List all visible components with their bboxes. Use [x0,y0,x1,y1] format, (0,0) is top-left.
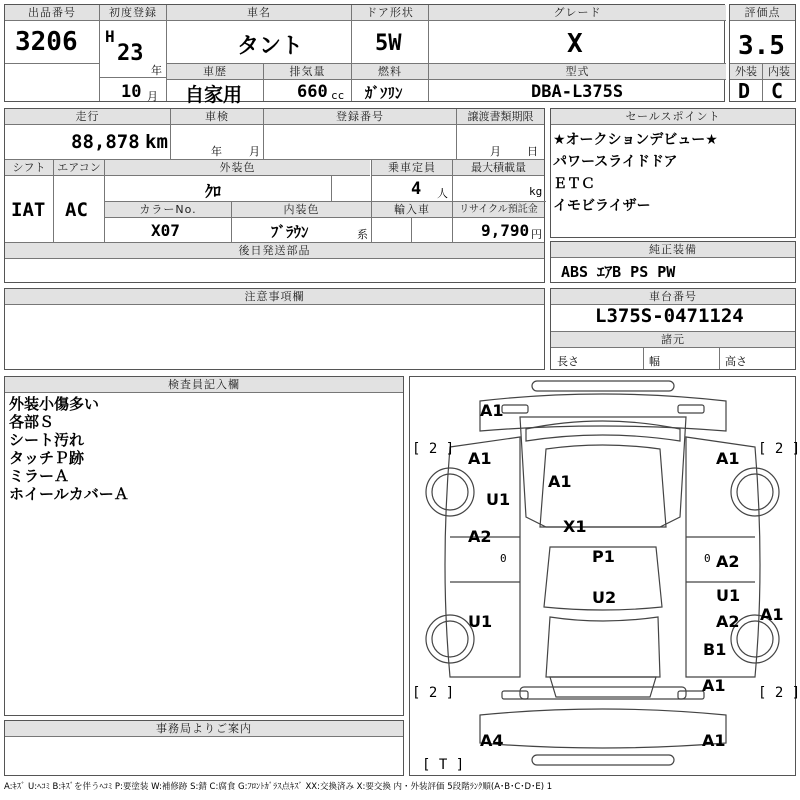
tire-depth-br: [ 2 ] [758,685,800,701]
fuel: ｶﾞｿﾘﾝ [365,84,403,102]
interior-label: 内装 [763,64,795,80]
damage-mark: B1 [703,640,727,659]
damage-mark: A1 [716,449,740,468]
inspector-line: 外装小傷多い [9,395,100,413]
sales-line: イモビライザー [553,198,651,214]
inspector-line: タッチＰ跡 [9,449,85,467]
damage-mark: U1 [468,612,493,631]
history: 自家用 [185,84,243,106]
damage-mark: U1 [716,586,741,605]
mileage-unit: km [145,131,168,153]
int-color-label: 内装色 [232,202,371,218]
zero-right: 0 [704,552,711,565]
damage-mark: U1 [486,490,511,509]
sales-line: ★オークションデビュー★ [553,132,718,148]
transfer-label: 譲渡書類期限 [457,109,544,125]
damage-mark: A1 [480,401,504,420]
inspection-label: 車検 [171,109,263,125]
tire-depth-tl: [ 2 ] [412,441,455,457]
recycle-fee: 9,790 [481,221,530,240]
lot-no: 3206 [15,27,78,57]
door-type: 5W [375,31,402,56]
chassis-number: L375S-0471124 [595,305,744,327]
later-parts-label: 後日発送部品 [5,243,544,259]
sales-lines [553,129,718,217]
equipment-label: 純正装備 [551,242,795,258]
height-label: 高さ [725,355,747,368]
damage-mark: A1 [760,605,784,624]
inspector-line: ホイールカバーＡ [9,485,129,503]
notes-label: 注意事項欄 [5,289,544,305]
details-panel [4,108,545,283]
score: 3.5 [738,31,785,61]
sales-panel [550,108,796,238]
tire-depth-bl: [ 2 ] [412,685,455,701]
damage-mark: X1 [563,517,587,536]
color-no: X07 [151,221,180,240]
office-label: 事務局よりご案内 [5,721,403,737]
inspector-line: シート汚れ [9,431,85,449]
damage-mark: A1 [468,449,492,468]
load-unit: kg [529,185,543,198]
damage-mark: A2 [716,612,740,631]
sales-label: セールスポイント [551,109,795,125]
displacement-label: 排気量 [264,64,351,80]
grade-label: グレード [429,5,726,21]
dims-label: 諸元 [551,331,795,348]
load-label: 最大積載量 [453,160,544,176]
office-panel [4,720,404,776]
shift: IAT [11,199,46,221]
equipment-value: ABS ｴｱB PS PW [561,263,676,281]
exterior-score: D [738,79,751,103]
aircon-label: エアコン [54,160,104,176]
year-unit: 年 [151,64,162,77]
equipment-panel [550,241,796,283]
damage-mark: A1 [702,731,726,750]
damage-mark: A4 [480,731,504,750]
displacement: 660 [297,82,328,102]
capacity-label: 乗車定員 [372,160,452,176]
notes-panel [4,288,545,370]
capacity: 4 [411,179,422,199]
lot-no-label: 出品番号 [5,5,99,21]
aircon: AC [65,199,88,221]
car-name: タント [237,34,304,59]
import-label: 輸入車 [372,202,452,218]
zero-left: 0 [500,552,507,565]
header-panel [4,4,725,106]
color-label: 外装色 [105,160,370,176]
displacement-unit: cc [331,89,345,102]
int-color-suffix: 系 [357,228,368,241]
inspector-line: 各部Ｓ [9,413,55,431]
month-unit: 月 [147,90,158,103]
length-label: 長さ [557,355,579,368]
capacity-unit: 人 [437,187,448,200]
insp-year-unit: 年 [211,145,222,158]
tire-depth-tr: [ 2 ] [758,441,800,457]
exterior-color: ｸﾛ [205,182,222,201]
damage-mark: P1 [592,547,615,566]
color-no-label: カラーNo. [105,202,231,218]
fuel-label: 燃料 [352,64,428,80]
mileage: 88,878 [71,131,140,153]
history-label: 車歴 [167,64,263,80]
damage-mark: A1 [548,472,572,491]
sales-line: ＥＴＣ [553,176,595,192]
era: H [105,27,115,46]
spare-tire: [ T ] [422,757,465,773]
interior-score: C [771,79,784,103]
width-label: 幅 [649,355,660,368]
transfer-day-unit: 日 [527,145,538,158]
grade: X [567,29,583,59]
inspector-panel [4,376,404,716]
sales-line: パワースライドドア [553,154,678,170]
door-label: ドア形状 [352,5,428,21]
shift-label: シフト [5,160,53,176]
model-label: 型式 [429,64,726,80]
inspector-line: ミラーＡ [9,467,70,485]
first-reg-month: 10 [121,82,142,102]
exterior-label: 外装 [730,64,762,80]
interior-color: ﾌﾞﾗｳﾝ [271,223,309,241]
insp-month-unit: 月 [249,145,260,158]
recycle-unit: 円 [531,228,542,241]
chassis-panel [550,288,796,370]
model-code: DBA-L375S [531,82,624,102]
mileage-label: 走行 [5,109,170,125]
chassis-label: 車台番号 [551,289,795,305]
damage-mark: U2 [592,588,617,607]
damage-diagram [409,376,800,776]
damage-mark: A2 [716,552,740,571]
damage-mark: A2 [468,527,492,546]
legend: A:ｷｽﾞ U:ﾍｺﾐ B:ｷｽﾞを伴うﾍｺﾐ P:要塗装 W:補修跡 S:錆 C:腐食 G:ﾌﾛﾝﾄｶﾞﾗｽ点ｷｽﾞ XX:交換済み X:要交換 内・外装評価 5段階ﾗﾝｸ順(A･B･C･D･E) 1 [4,782,553,792]
recycle-label: リサイクル預託金 [453,202,544,218]
first-reg-label: 初度登録 [100,5,166,21]
car-name-label: 車名 [167,5,351,21]
score-label: 評価点 [730,5,795,21]
damage-mark: A1 [702,676,726,695]
score-panel [729,4,796,102]
car-outline [410,377,795,775]
inspector-label: 検査員記入欄 [5,377,403,393]
first-reg-year: 23 [117,41,144,66]
inspector-notes [9,395,129,503]
transfer-month-unit: 月 [490,145,501,158]
reg-no-label: 登録番号 [264,109,456,125]
